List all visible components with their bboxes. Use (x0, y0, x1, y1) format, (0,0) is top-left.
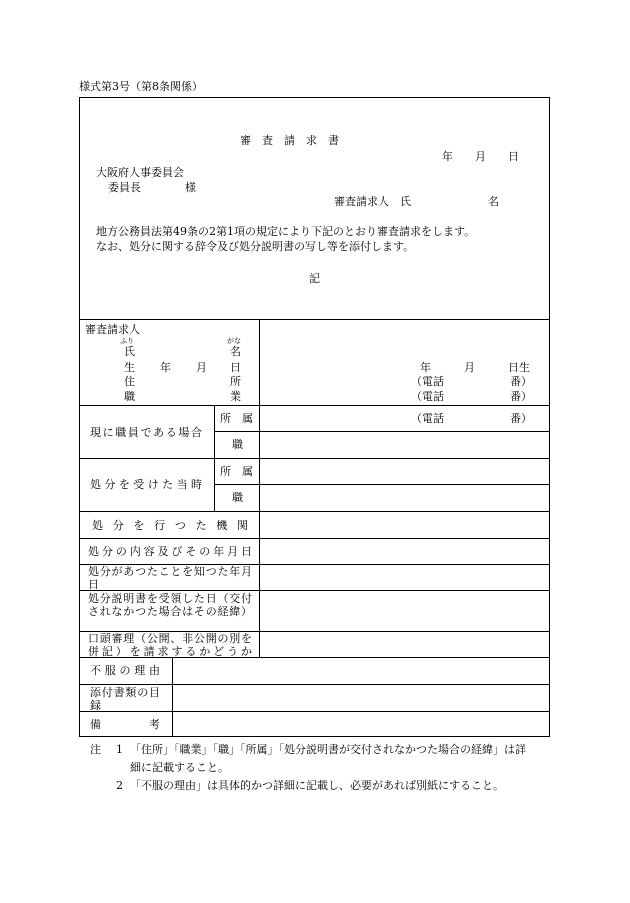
past-affiliation-label: 所 属 (220, 465, 253, 478)
address-label-2: 所 (230, 375, 241, 388)
note-2-text: 「不服の理由」は具体的かつ詳細に記載し、必要があれば別紙にすること。 (130, 779, 504, 792)
rule-authority-bottom (79, 538, 550, 539)
affiliation-label: 所 属 (220, 412, 253, 425)
reason-label: 不服の理由 (90, 664, 160, 677)
at-disposition-label: 処分を受けた当時 (90, 478, 202, 491)
note-2-number: 2 (116, 779, 123, 792)
rule-header-bottom (79, 319, 550, 320)
knew-date-label: 処分があつたことを知つた年月日 (88, 565, 252, 591)
rule-staff-mid (214, 431, 550, 432)
birth-label-4: 日 (230, 361, 241, 374)
phone-occupation: （電話 番） (411, 390, 532, 403)
rule-sub-column (214, 405, 215, 511)
body-text-2: なお、処分に関する辞令及び処分説明書の写し等を添付します。 (96, 240, 415, 253)
past-position-label: 職 (232, 491, 243, 504)
requester-name-line: 審査請求人 氏 名 (334, 195, 499, 208)
authority-label: 処分を行つた機関 (92, 519, 248, 532)
occupation-label-1: 職 (124, 390, 135, 403)
addressee-chairman: 委員長 様 (108, 181, 196, 194)
rule-past-mid (214, 484, 550, 485)
date-line: 年 月 日 (442, 150, 519, 163)
form-id: 様式第3号（第8条関係） (79, 80, 203, 93)
address-label-1: 住 (124, 375, 135, 388)
phone-affiliation: （電話 番） (411, 412, 532, 425)
current-staff-label: 現に職員である場合 (90, 426, 202, 439)
note-1-line-2: 細に記載すること。 (130, 761, 229, 774)
name-label-1: 氏 (124, 345, 135, 358)
requester-heading: 審査請求人 (85, 323, 140, 336)
note-1-line-1: 「住所」「職業」「職」「所属」「処分説明書が交付されなかつた場合の経緯」は詳 (130, 743, 526, 756)
rule-staff-bottom (79, 458, 550, 459)
name-label-2: 名 (230, 345, 241, 358)
birth-label-2: 年 (160, 361, 171, 374)
attachments-label: 添付書類の目 録 (90, 686, 193, 712)
position-label: 職 (232, 438, 243, 451)
content-date-label: 処分の内容及びその年月日 (88, 545, 252, 558)
rule-past-bottom (79, 511, 550, 512)
phone-address: （電話 番） (411, 375, 532, 388)
rule-requester-bottom (79, 405, 550, 406)
ki-mark: 記 (309, 272, 320, 285)
note-label: 注 (90, 743, 101, 756)
gana-label: がな (227, 337, 241, 345)
furi-label: ふり (120, 337, 134, 345)
addressee-commission: 大阪府人事委員会 (96, 166, 184, 179)
rule-label-column (259, 319, 260, 657)
occupation-label-2: 業 (230, 390, 241, 403)
form-title: 審 査 請 求 書 (240, 134, 339, 147)
remarks-label: 備 考 (90, 718, 160, 731)
birth-label-1: 生 (124, 361, 135, 374)
note-1-number: 1 (116, 743, 123, 756)
rule-reason-bottom (79, 684, 550, 685)
body-text-1: 地方公務員法第49条の2第1項の規定により下記のとおり審査請求をします。 (96, 225, 476, 238)
oral-hearing-label: 口頭審理（公開、非公開の別を併記）を請求するかどうか (88, 632, 252, 658)
birth-value: 年 月 日生 (420, 361, 530, 374)
received-date-label: 処分説明書を受領した日（交付されなかつた場合はその経緯） (88, 592, 252, 618)
birth-label-3: 月 (196, 361, 207, 374)
